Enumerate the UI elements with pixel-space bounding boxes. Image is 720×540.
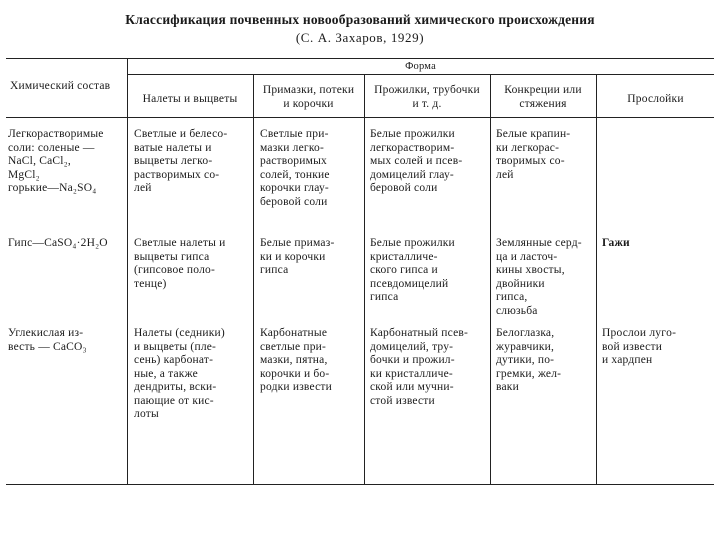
table-cell: Карбонатный псев- домицелий, тру- бочки и прожил- ки кристалличе- ской или мучни- стой извести	[370, 327, 469, 407]
table-row-composition: Углекислая из- весть — CaCO₃	[8, 327, 87, 353]
header-chem-composition: Химический состав	[10, 80, 111, 92]
column-divider	[490, 74, 491, 484]
table-cell: Светлые и белесо- ватые налеты и выцветы легко- растворимых со- лей	[134, 128, 228, 194]
header-col-smears: Примазки, потеки и корочки	[262, 84, 355, 110]
header-form-group: Форма	[405, 61, 436, 72]
table-cell: Белоглазка, журавчики, дутики, по- гремки, жел- ваки	[496, 327, 562, 393]
page-title: Классификация почвенных новообразований химического происхождения	[125, 12, 595, 27]
table-cell: Прослои лугo- вой извести и хардпен	[602, 327, 677, 366]
table-cell: Гажи	[602, 237, 630, 249]
header-bottom-rule	[6, 117, 714, 118]
table-cell: Карбонатные светлые при- мазки, пятна, корочки и бо- родки извести	[260, 327, 332, 393]
column-divider	[364, 74, 365, 484]
table-top-rule	[6, 58, 714, 59]
column-divider	[596, 74, 597, 484]
column-divider	[253, 74, 254, 484]
header-col-veins: Прожилки, трубочки и т. д.	[374, 84, 480, 110]
table-cell: Налеты (седники) и выцветы (пле- сень) карбонат- ные, а также дендриты, вски- пающие от кис- лоты	[134, 327, 225, 420]
header-col-interlayers: Прослойки	[627, 93, 684, 105]
table-row-composition: Гипс—CaSO₄·2H₂O	[8, 237, 108, 249]
form-header-rule	[127, 74, 714, 75]
table-cell: Землянные серд- ца и ласточ- кины хвосты, двойники гипса, слюзьба	[496, 237, 582, 317]
column-divider	[127, 58, 128, 484]
table-cell: Белые прожилки легкорастворим- мых солей и псев- домицелий глау- беровой соли	[370, 128, 463, 194]
table-cell: Светлые налеты и выцветы гипса (гипсовое поло- тенце)	[134, 237, 226, 290]
table-cell: Белые крапин- ки легкорас- творимых со- лей	[496, 128, 571, 181]
page-subtitle: (С. А. Захаров, 1929)	[295, 30, 425, 45]
table-cell: Белые прожилки кристалличе- ского гипса и псевдомицелий гипса	[370, 237, 455, 303]
table-bottom-rule	[6, 484, 714, 485]
table-cell: Светлые при- мазки легко- растворимых солей, тонкие корочки глау- беровой соли	[260, 128, 330, 208]
header-col-concretions: Конкреции или стяжения	[504, 84, 582, 110]
table-row-composition: Легкорастворимые соли: соленые — NaCl, CaCl₂, MgCl₂ горькие—Na₂SO₄	[8, 128, 104, 194]
header-col-deposits: Налеты и выцветы	[142, 93, 238, 105]
table-cell: Белые примаз- ки и корочки гипса	[260, 237, 335, 276]
